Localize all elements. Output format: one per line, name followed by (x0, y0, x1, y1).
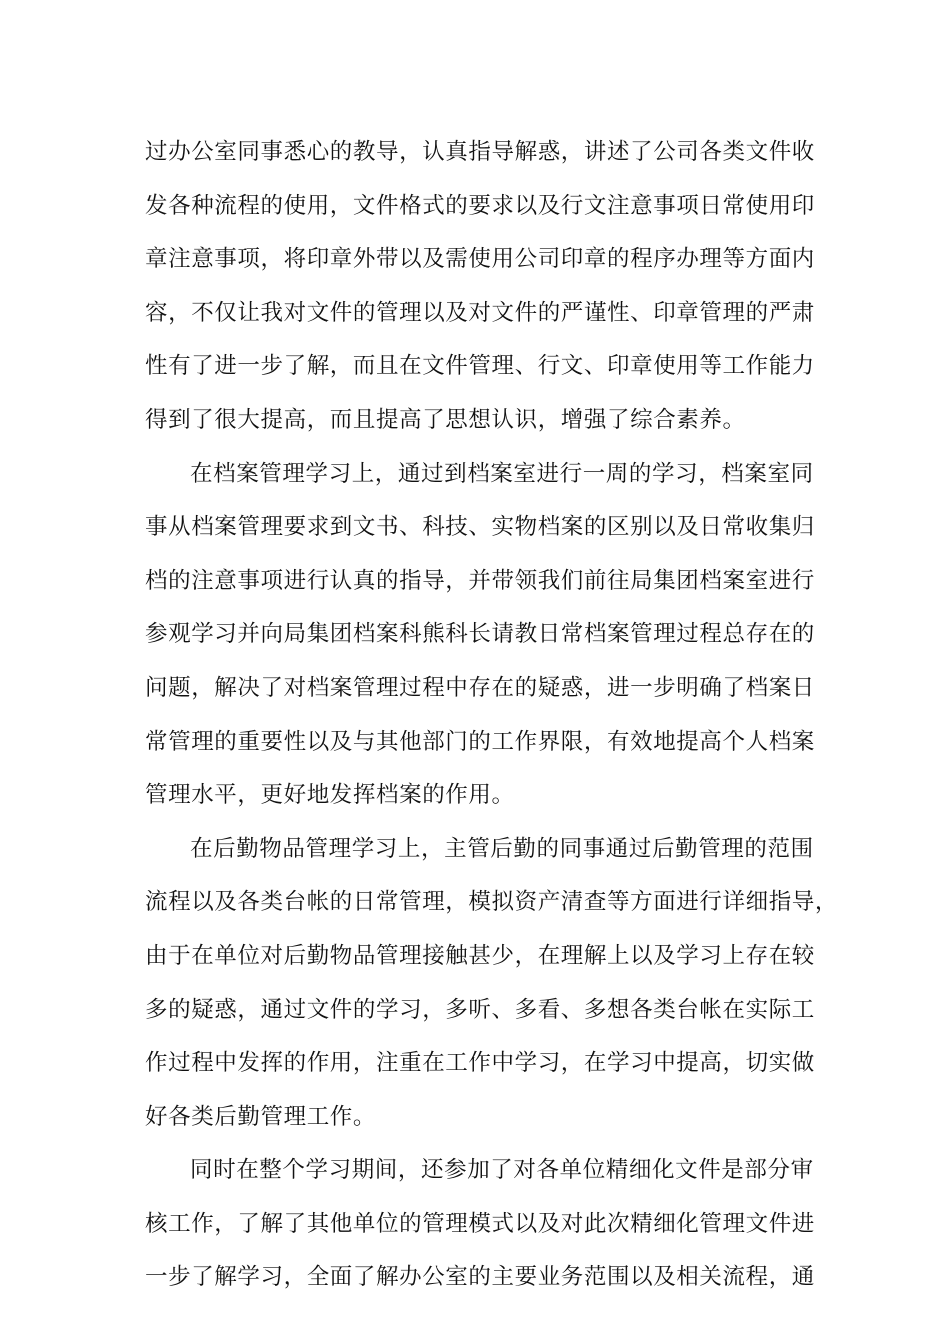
text-line: 多的疑惑，通过文件的学习，多听、多看、多想各类台帐在实际工 (145, 996, 815, 1023)
text-line: 常管理的重要性以及与其他部门的工作界限，有效地提高个人档案 (145, 728, 815, 755)
paragraph-first-line: 同时在整个学习期间，还参加了对各单位精细化文件是部分审 (190, 1157, 814, 1184)
paragraph-first-line: 在档案管理学习上，通过到档案室进行一周的学习，档案室同 (190, 460, 814, 487)
text-line: 档的注意事项进行认真的指导，并带领我们前往局集团档案室进行 (145, 567, 815, 594)
text-line: 章注意事项，将印章外带以及需使用公司印章的程序办理等方面内 (145, 246, 815, 273)
document-body (145, 126, 839, 1305)
text-line: 核工作，了解了其他单位的管理模式以及对此次精细化管理文件进 (145, 1210, 815, 1237)
text-line: 管理水平，更好地发挥档案的作用。 (145, 782, 515, 809)
text-line: 一步了解学习，全面了解办公室的主要业务范围以及相关流程，通 (145, 1264, 815, 1291)
text-line: 参观学习并向局集团档案科熊科长请教日常档案管理过程总存在的 (145, 621, 815, 648)
text-line: 得到了很大提高，而且提高了思想认识，增强了综合素养。 (145, 406, 746, 433)
text-line: 问题，解决了对档案管理过程中存在的疑惑，进一步明确了档案日 (145, 674, 815, 701)
text-line: 发各种流程的使用，文件格式的要求以及行文注意事项日常使用印 (145, 192, 815, 219)
text-line: 性有了进一步了解，而且在文件管理、行文、印章使用等工作能力 (145, 353, 815, 380)
text-line: 作过程中发挥的作用，注重在工作中学习，在学习中提高，切实做 (145, 1050, 815, 1077)
text-line: 事从档案管理要求到文书、科技、实物档案的区别以及日常收集归 (145, 514, 815, 541)
text-line: 好各类后勤管理工作。 (145, 1103, 377, 1130)
text-line: 容，不仅让我对文件的管理以及对文件的严谨性、印章管理的严肃 (145, 299, 815, 326)
text-line: 过办公室同事悉心的教导，认真指导解惑，讲述了公司各类文件收 (145, 139, 815, 165)
text-line: 由于在单位对后勤物品管理接触甚少，在理解上以及学习上存在较 (145, 942, 815, 969)
text-line: 流程以及各类台帐的日常管理，模拟资产清查等方面进行详细指导， (145, 889, 839, 916)
paragraph-first-line: 在后勤物品管理学习上，主管后勤的同事通过后勤管理的范围 (190, 835, 814, 862)
